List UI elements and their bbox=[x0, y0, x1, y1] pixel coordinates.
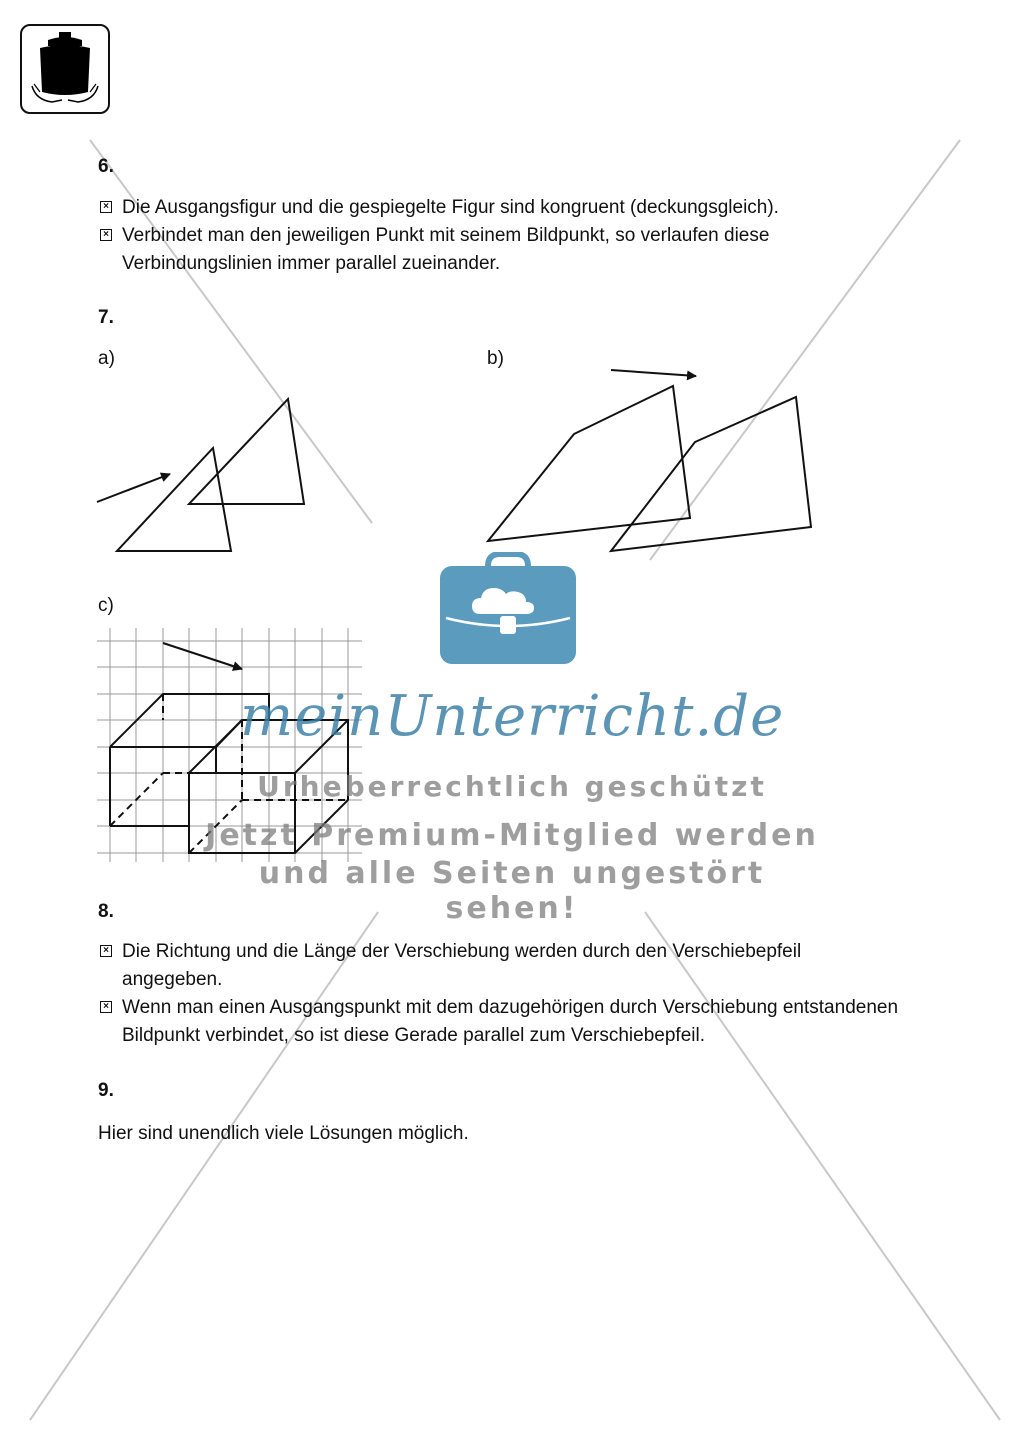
task-9-number: 9. bbox=[98, 1080, 114, 1101]
task-8-item-1-text: Die Richtung und die Länge der Verschiebung werden durch den Verschiebepfeil angegeben. bbox=[122, 941, 802, 990]
task-8-number: 8. bbox=[98, 901, 114, 922]
task-8-item-2 bbox=[100, 994, 912, 1050]
briefcase-cloud-icon bbox=[438, 552, 578, 668]
watermark-line-1: Urheberrechtlich geschützt bbox=[257, 770, 767, 803]
label-a: a) bbox=[98, 348, 115, 369]
label-b: b) bbox=[487, 348, 504, 369]
checked-checkbox-icon: × bbox=[100, 945, 112, 957]
watermark-line-3: und alle Seiten ungestört sehen! bbox=[258, 856, 766, 926]
checked-checkbox-icon: × bbox=[100, 1001, 112, 1013]
task-7-number: 7. bbox=[98, 307, 114, 328]
task-6-item-2-text: Verbindet man den jeweiligen Punkt mit seinem Bildpunkt, so verlaufen diese Verbindungslinien immer parallel zueinander. bbox=[122, 225, 770, 274]
task-8-item-2-text: Wenn man einen Ausgangspunkt mit dem dazugehörigen durch Verschiebung entstandenen Bildpunkt verbindet, so ist diese Gerade parallel zum Verschiebepfeil. bbox=[122, 997, 899, 1046]
watermark-brand: meinUnterricht.de bbox=[240, 684, 785, 749]
checked-checkbox-icon: × bbox=[100, 201, 112, 213]
task-8-item-1 bbox=[100, 938, 882, 994]
task-6-item-1-text: Die Ausgangsfigur und die gespiegelte Figur sind kongruent (deckungsgleich). bbox=[122, 197, 779, 218]
task-9-text: Hier sind unendlich viele Lösungen möglich. bbox=[98, 1123, 469, 1144]
shift-arrow-c bbox=[163, 643, 242, 669]
watermark-line-2: Jetzt Premium-Mitglied werden bbox=[205, 818, 819, 853]
label-c: c) bbox=[98, 595, 114, 616]
checked-checkbox-icon: × bbox=[100, 229, 112, 241]
task-6-number: 6. bbox=[98, 156, 114, 177]
